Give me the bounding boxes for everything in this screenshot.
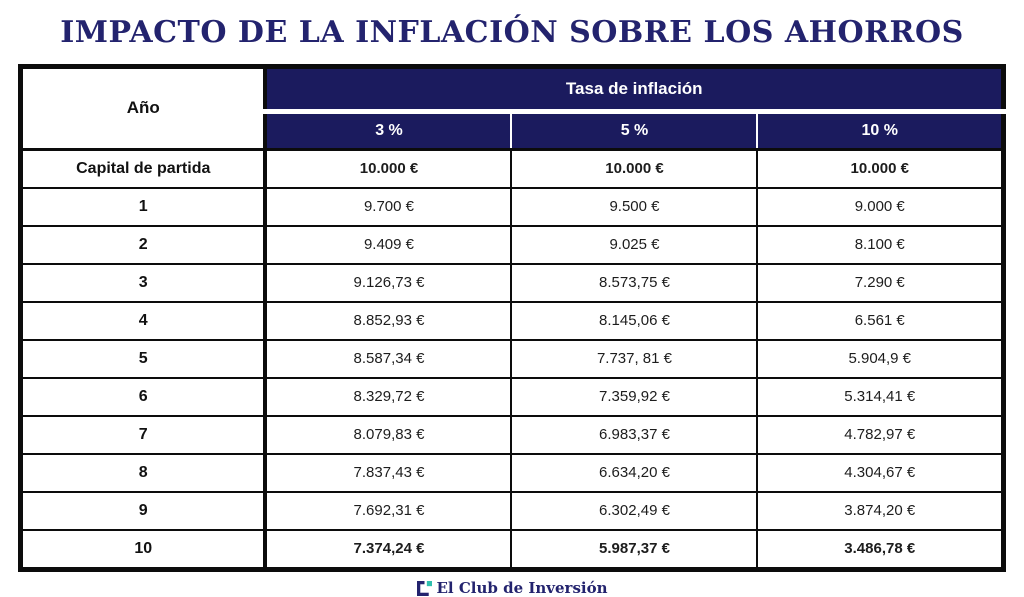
value-10pct: 5.314,41 € — [757, 378, 1003, 416]
value-3pct: 8.329,72 € — [265, 378, 511, 416]
footer-brand-text: El Club de Inversión — [436, 579, 608, 597]
value-10pct: 6.561 € — [757, 302, 1003, 340]
value-5pct: 6.302,49 € — [511, 492, 757, 530]
rate-header-3pct: 3 % — [265, 112, 511, 150]
value-3pct: 7.692,31 € — [265, 492, 511, 530]
inflation-rate-group-header: Tasa de inflación — [265, 67, 1003, 112]
club-inversion-logo-icon — [417, 581, 432, 596]
value-10pct: 7.290 € — [757, 264, 1003, 302]
table-row-year-8 — [20, 454, 1003, 492]
value-10pct: 3.874,20 € — [757, 492, 1003, 530]
value-10pct: 4.782,97 € — [757, 416, 1003, 454]
value-3pct: 8.587,34 € — [265, 340, 511, 378]
group-header-row — [20, 67, 1003, 112]
table-row-year-2 — [20, 226, 1003, 264]
year-label: 8 — [20, 454, 265, 492]
capital-value-3pct: 10.000 € — [265, 150, 511, 189]
table-row-year-9 — [20, 492, 1003, 530]
value-5pct: 9.025 € — [511, 226, 757, 264]
table-row-year-3 — [20, 264, 1003, 302]
year-label: 4 — [20, 302, 265, 340]
capital-value-10pct: 10.000 € — [757, 150, 1003, 189]
value-10pct: 8.100 € — [757, 226, 1003, 264]
table-row-year-6 — [20, 378, 1003, 416]
value-5pct: 7.737, 81 € — [511, 340, 757, 378]
year-label: 6 — [20, 378, 265, 416]
year-label: 10 — [20, 530, 265, 570]
footer-brand — [0, 579, 1024, 597]
value-10pct: 9.000 € — [757, 188, 1003, 226]
value-3pct: 8.079,83 € — [265, 416, 511, 454]
value-5pct: 8.145,06 € — [511, 302, 757, 340]
value-3pct: 9.409 € — [265, 226, 511, 264]
year-label: 5 — [20, 340, 265, 378]
table-row-capital — [20, 150, 1003, 189]
value-10pct: 5.904,9 € — [757, 340, 1003, 378]
rate-header-10pct: 10 % — [757, 112, 1003, 150]
capital-row-label: Capital de partida — [20, 150, 265, 189]
year-label: 9 — [20, 492, 265, 530]
value-5pct: 6.634,20 € — [511, 454, 757, 492]
value-3pct: 9.700 € — [265, 188, 511, 226]
value-5pct: 5.987,37 € — [511, 530, 757, 570]
table-row-year-1 — [20, 188, 1003, 226]
year-label: 7 — [20, 416, 265, 454]
table-row-year-5 — [20, 340, 1003, 378]
page-title: IMPACTO DE LA INFLACIÓN SOBRE LOS AHORROS — [60, 15, 964, 50]
value-3pct: 7.837,43 € — [265, 454, 511, 492]
table-row-year-10 — [20, 530, 1003, 570]
inflation-table — [18, 64, 1006, 572]
year-label: 2 — [20, 226, 265, 264]
value-3pct: 7.374,24 € — [265, 530, 511, 570]
year-label: 1 — [20, 188, 265, 226]
value-3pct: 8.852,93 € — [265, 302, 511, 340]
value-5pct: 6.983,37 € — [511, 416, 757, 454]
value-5pct: 7.359,92 € — [511, 378, 757, 416]
value-10pct: 4.304,67 € — [757, 454, 1003, 492]
capital-value-5pct: 10.000 € — [511, 150, 757, 189]
year-column-header: Año — [20, 67, 265, 150]
table-row-year-4 — [20, 302, 1003, 340]
table-row-year-7 — [20, 416, 1003, 454]
value-10pct: 3.486,78 € — [757, 530, 1003, 570]
value-5pct: 9.500 € — [511, 188, 757, 226]
value-5pct: 8.573,75 € — [511, 264, 757, 302]
value-3pct: 9.126,73 € — [265, 264, 511, 302]
rate-header-5pct: 5 % — [511, 112, 757, 150]
year-label: 3 — [20, 264, 265, 302]
